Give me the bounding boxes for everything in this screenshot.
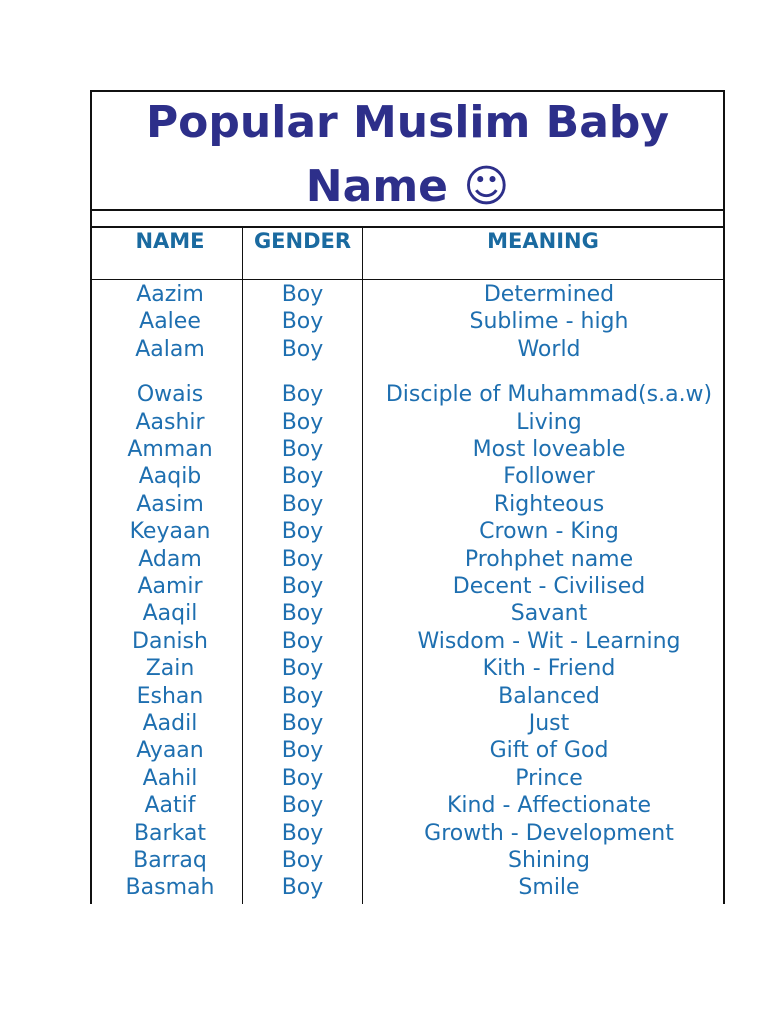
cell-meaning: World	[517, 336, 581, 362]
cell-gender: Boy	[281, 711, 324, 736]
cell-name: Aalee	[139, 309, 201, 335]
header-bottom-rule	[90, 279, 725, 280]
cell-gender: Boy	[281, 336, 324, 362]
cell-gender: Boy	[281, 793, 324, 819]
cell-meaning: Crown - King	[479, 519, 619, 545]
table-row	[0, 381, 768, 408]
table-row	[0, 518, 768, 545]
page-title-line1: Popular Muslim Baby	[145, 97, 670, 148]
table-row	[0, 463, 768, 490]
cell-gender: Boy	[281, 628, 324, 654]
table-row	[0, 710, 768, 737]
cell-name: Aasim	[136, 491, 204, 517]
cell-meaning: Just	[528, 711, 570, 736]
cell-name: Barraq	[133, 848, 207, 873]
cell-gender: Boy	[281, 765, 324, 791]
cell-meaning: Decent - Civilised	[452, 574, 646, 599]
cell-name: Amman	[127, 437, 213, 462]
cell-gender: Boy	[281, 820, 324, 846]
cell-gender: Boy	[281, 656, 324, 682]
cell-gender: Boy	[281, 683, 324, 709]
cell-gender: Boy	[281, 437, 324, 462]
cell-name: Basmah	[125, 875, 215, 901]
page-title-line2: Name ☺	[305, 161, 510, 212]
cell-meaning: Living	[516, 409, 582, 435]
cell-name: Danish	[132, 628, 208, 654]
cell-name: Aamir	[137, 574, 203, 599]
table-row	[0, 683, 768, 710]
cell-gender: Boy	[281, 848, 324, 873]
cell-meaning: Growth - Development	[424, 820, 674, 846]
cell-name: Adam	[138, 546, 202, 572]
cell-meaning: Balanced	[498, 683, 600, 709]
table-row	[0, 600, 768, 627]
cell-name: Barkat	[133, 820, 207, 846]
table-row	[0, 847, 768, 874]
cell-meaning: Savant	[510, 601, 588, 627]
table-row	[0, 628, 768, 655]
table-row	[0, 281, 768, 308]
table-row	[0, 436, 768, 463]
cell-meaning: Prince	[515, 765, 583, 791]
cell-gender: Boy	[281, 546, 324, 572]
cell-meaning: Wisdom - Wit - Learning	[417, 628, 681, 654]
cell-name: Aazim	[136, 282, 204, 307]
cell-meaning: Smile	[518, 875, 580, 901]
cell-meaning: Prohphet name	[464, 546, 634, 572]
table-row	[0, 820, 768, 847]
column-header-meaning: MEANING	[487, 229, 599, 253]
cell-name: Aadil	[142, 711, 198, 736]
table-row	[0, 336, 768, 363]
cell-gender: Boy	[281, 491, 324, 517]
cell-gender: Boy	[281, 601, 324, 627]
cell-meaning: Gift of God	[489, 738, 609, 764]
cell-gender: Boy	[281, 875, 324, 901]
cell-name: Aatif	[144, 793, 196, 819]
cell-name: Aashir	[135, 409, 205, 435]
cell-name: Aaqib	[138, 464, 202, 490]
table-row	[0, 874, 768, 901]
cell-name: Keyaan	[129, 519, 211, 545]
table-row	[0, 765, 768, 792]
cell-meaning: Shining	[508, 848, 590, 873]
cell-gender: Boy	[281, 519, 324, 545]
table-row	[0, 308, 768, 335]
column-header-gender: GENDER	[253, 229, 352, 253]
cell-meaning: Sublime - high	[469, 309, 629, 335]
cell-name: Ayaan	[136, 738, 204, 764]
cell-gender: Boy	[281, 574, 324, 599]
cell-name: Aaqil	[142, 601, 198, 627]
cell-meaning: Kith - Friend	[482, 656, 616, 682]
cell-meaning: Determined	[483, 282, 615, 307]
page-title	[92, 92, 723, 212]
cell-meaning: Follower	[503, 464, 595, 490]
cell-meaning: Disciple of Muhammad(s.a.w)	[385, 382, 713, 408]
column-header-name: NAME	[135, 229, 205, 253]
cell-meaning: Most loveable	[472, 437, 626, 462]
table-row	[0, 546, 768, 573]
cell-name: Eshan	[136, 683, 204, 709]
cell-name: Owais	[136, 382, 204, 408]
cell-gender: Boy	[281, 464, 324, 490]
cell-name: Zain	[145, 656, 195, 682]
table-row	[0, 409, 768, 436]
cell-name: Aalam	[135, 336, 205, 362]
cell-name: Aahil	[142, 765, 198, 791]
cell-gender: Boy	[281, 309, 324, 335]
cell-gender: Boy	[281, 282, 324, 307]
cell-gender: Boy	[281, 382, 324, 408]
table-row	[0, 737, 768, 764]
cell-gender: Boy	[281, 409, 324, 435]
cell-meaning: Righteous	[493, 491, 605, 517]
cell-gender: Boy	[281, 738, 324, 764]
table-row	[0, 491, 768, 518]
table-row	[0, 792, 768, 819]
table-row	[0, 573, 768, 600]
cell-meaning: Kind - Affectionate	[447, 793, 651, 819]
table-row	[0, 655, 768, 682]
